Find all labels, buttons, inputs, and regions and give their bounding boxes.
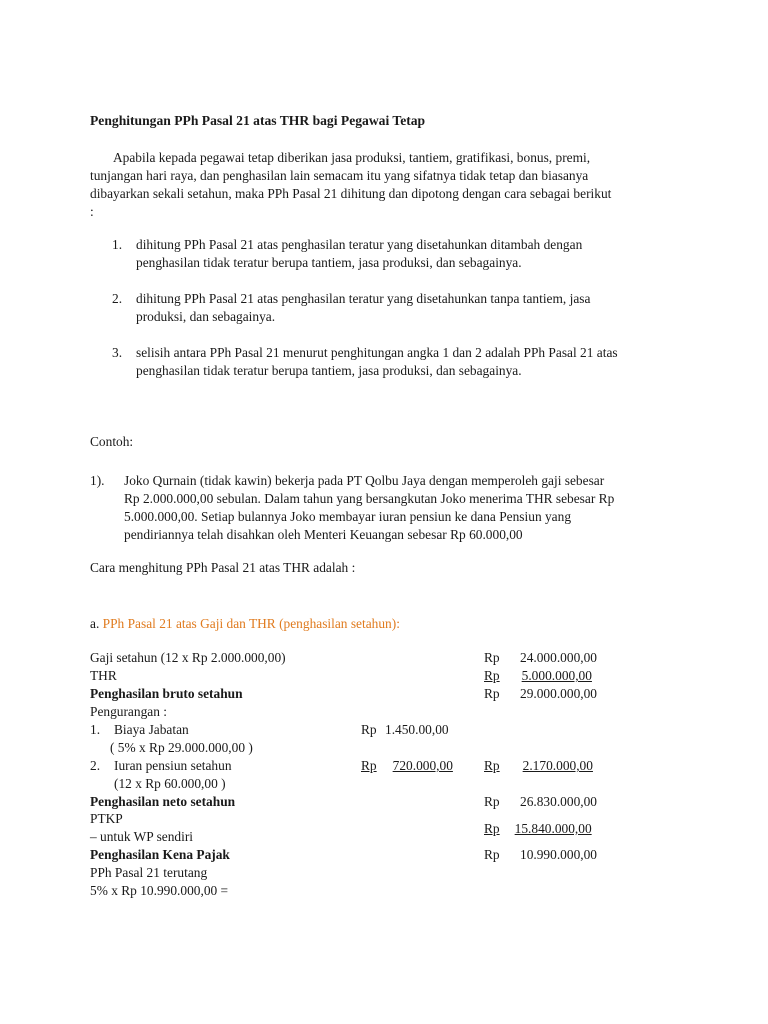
example-line: pendiriannya telah disahkan oleh Menteri Keuangan sebesar Rp 60.000,00 xyxy=(124,527,523,542)
calc-pengurangan-total-underlined xyxy=(484,758,608,774)
step-number: 3. xyxy=(112,345,123,360)
step-line: dihitung PPh Pasal 21 atas penghasilan teratur yang disetahunkan tanpa tantiem, jasa xyxy=(136,291,591,306)
calc-iuran-underlined xyxy=(361,758,463,774)
calc-rp: Rp xyxy=(484,794,500,809)
step-line: produksi, dan sebagainya. xyxy=(136,309,276,324)
calc-rp: Rp xyxy=(484,686,500,701)
calc-label-pengurangan: Pengurangan : xyxy=(90,704,167,719)
calc-label-biaya-jabatan: Biaya Jabatan xyxy=(114,722,189,737)
example-line: Rp 2.000.000,00 sebulan. Dalam tahun yang bersangkutan Joko menerima THR sebesar Rp xyxy=(124,491,615,506)
step-line: penghasilan tidak teratur berupa tantiem, jasa produksi, dan sebagainya. xyxy=(136,363,522,378)
section-a-label: a. xyxy=(90,616,100,631)
intro-paragraph xyxy=(90,149,686,221)
calc-label-bruto: Penghasilan bruto setahun xyxy=(90,686,243,701)
step-line: selisih antara PPh Pasal 21 menurut penghitungan angka 1 dan 2 adalah PPh Pasal 21 atas xyxy=(136,345,618,360)
step-item-2 xyxy=(112,290,687,326)
calc-num: 2. xyxy=(90,758,101,773)
calc-rp: Rp xyxy=(361,722,377,737)
intro-line: : xyxy=(90,204,94,219)
example-line: 5.000.000,00. Setiap bulannya Joko membayar iuran pensiun ke dana Pensiun yang xyxy=(124,509,572,524)
calc-rp: Rp xyxy=(484,847,500,862)
calc-amount-ptkp: 15.840.000,00 xyxy=(514,821,592,836)
calc-label-thr: THR xyxy=(90,668,117,683)
intro-line: Apabila kepada pegawai tetap diberikan jasa produksi, tantiem, gratifikasi, bonus, premi, xyxy=(113,150,591,165)
cara-text: Cara menghitung PPh Pasal 21 atas THR adalah : xyxy=(90,560,356,575)
example-number: 1). xyxy=(90,473,105,488)
intro-line: dibayarkan sekali setahun, maka PPh Pasal 21 dihitung dan dipotong dengan cara sebagai berikut xyxy=(90,186,612,201)
calc-amount-thr: 5.000.000,00 xyxy=(521,668,592,683)
calc-num: 1. xyxy=(90,722,101,737)
calc-rp: Rp xyxy=(361,758,377,773)
step-number: 1. xyxy=(112,237,123,252)
calc-rp: Rp xyxy=(484,650,500,665)
example-line: Joko Qurnain (tidak kawin) bekerja pada PT Qolbu Jaya dengan memperoleh gaji sebesar xyxy=(124,473,605,488)
document-title: Penghitungan PPh Pasal 21 atas THR bagi Pegawai Tetap xyxy=(90,113,426,128)
calc-amount-iuran-pensiun: 720.000,00 xyxy=(392,758,453,773)
intro-line: tunjangan hari raya, dan penghasilan lain semacam itu yang sifatnya tidak tetap dan biasanya xyxy=(90,168,589,183)
contoh-label: Contoh: xyxy=(90,434,134,449)
calc-rp: Rp xyxy=(484,668,500,683)
calc-label-gaji: Gaji setahun (12 x Rp 2.000.000,00) xyxy=(90,650,286,665)
step-line: penghasilan tidak teratur berupa tantiem, jasa produksi, dan sebagainya. xyxy=(136,255,522,270)
calc-rp: Rp xyxy=(484,758,500,773)
calc-ptkp-underlined xyxy=(484,821,610,837)
calc-amount-neto: 26.830.000,00 xyxy=(520,794,597,809)
calc-sub-ptkp: – untuk WP sendiri xyxy=(90,829,194,844)
step-number: 2. xyxy=(112,291,123,306)
calc-label-iuran-pensiun: Iuran pensiun setahun xyxy=(114,758,232,773)
example-item xyxy=(90,472,680,544)
calc-amount-gaji: 24.000.000,00 xyxy=(520,650,597,665)
calc-amount-biaya-jabatan: 1.450.00,00 xyxy=(385,722,449,737)
calc-sub-biaya-jabatan: ( 5% x Rp 29.000.000,00 ) xyxy=(110,740,253,755)
calc-sub-iuran-pensiun: (12 x Rp 60.000,00 ) xyxy=(114,776,226,791)
calc-label-neto: Penghasilan neto setahun xyxy=(90,794,236,809)
calc-label-terutang: PPh Pasal 21 terutang xyxy=(90,865,208,880)
step-item-1 xyxy=(112,236,687,272)
calc-label-ptkp: PTKP xyxy=(90,811,123,826)
calc-amount-bruto: 29.000.000,00 xyxy=(520,686,597,701)
calc-amount-pengurangan-total: 2.170.000,00 xyxy=(522,758,593,773)
calc-thr-underlined xyxy=(484,668,610,684)
calc-sub-terutang: 5% x Rp 10.990.000,00 = xyxy=(90,883,229,898)
section-a-heading xyxy=(90,616,400,632)
calc-amount-pkp: 10.990.000,00 xyxy=(520,847,597,862)
calc-rp: Rp xyxy=(484,821,500,836)
step-line: dihitung PPh Pasal 21 atas penghasilan teratur yang disetahunkan ditambah dengan xyxy=(136,237,583,252)
section-a-title: PPh Pasal 21 atas Gaji dan THR (penghasilan setahun): xyxy=(102,616,400,631)
step-item-3 xyxy=(112,344,687,380)
calc-label-pkp: Penghasilan Kena Pajak xyxy=(90,847,230,862)
